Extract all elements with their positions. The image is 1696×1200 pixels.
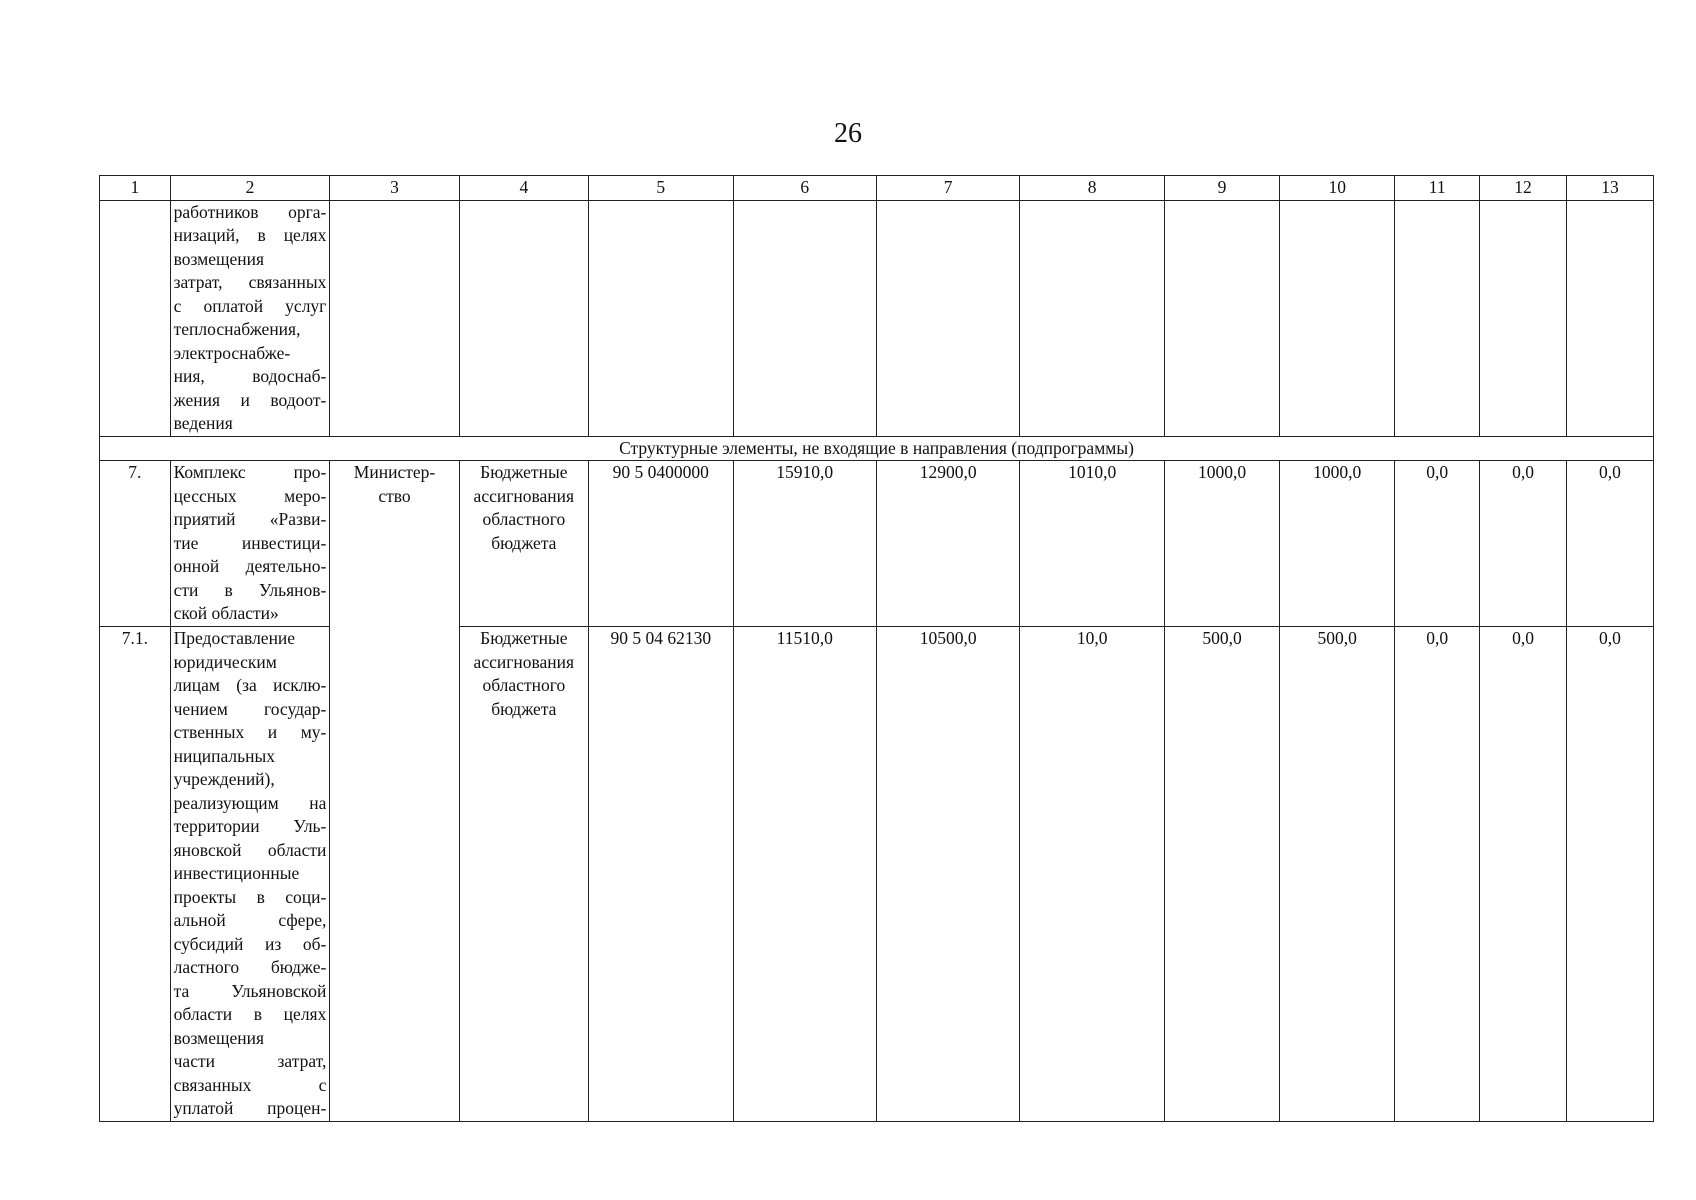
empty-cell: [1395, 200, 1480, 436]
source-line: ассигнования: [473, 485, 575, 506]
description-line: ственных и му-: [173, 722, 327, 742]
column-header: 13: [1566, 176, 1653, 201]
row-number: 7.: [100, 461, 171, 627]
value-cell: 11510,0: [733, 627, 876, 1122]
value-cell: 1000,0: [1164, 461, 1279, 627]
table-row-7: [100, 461, 1654, 627]
description-line: ской области»: [173, 603, 279, 623]
column-header: 1: [100, 176, 171, 201]
description-line: возмещения: [173, 1027, 265, 1048]
description-line: ниципальных: [173, 745, 275, 766]
description-line: работников орга-: [173, 201, 327, 222]
description-line: возмещения: [173, 248, 265, 269]
value-cell: 10,0: [1020, 627, 1165, 1122]
value-cell: 0,0: [1395, 461, 1480, 627]
value-cell: 12900,0: [876, 461, 1019, 627]
responsible-line: ство: [378, 485, 411, 506]
value-cell: 0,0: [1566, 461, 1653, 627]
description-cell: [170, 200, 330, 436]
column-header: 3: [330, 176, 459, 201]
value-cell: 10500,0: [876, 627, 1019, 1122]
budget-code: 90 5 04 62130: [588, 627, 733, 1122]
description-line: жения и водоот-: [173, 389, 327, 410]
empty-cell: [330, 200, 459, 436]
description-line: чением государ-: [173, 698, 327, 719]
description-line: низаций, в целях: [173, 225, 327, 245]
source-line: бюджета: [491, 698, 557, 719]
value-cell: 15910,0: [733, 461, 876, 627]
row-number: 7.1.: [100, 627, 171, 1122]
responsible-cell: [330, 461, 459, 1122]
value-cell: 0,0: [1480, 627, 1567, 1122]
description-line: яновской области: [173, 839, 327, 860]
column-header: 12: [1480, 176, 1567, 201]
value-cell: 500,0: [1280, 627, 1395, 1122]
empty-cell: [1164, 200, 1279, 436]
empty-cell: [1280, 200, 1395, 436]
column-header: 8: [1020, 176, 1165, 201]
column-header: 2: [170, 176, 330, 201]
value-cell: 0,0: [1566, 627, 1653, 1122]
source-line: Бюджетные: [480, 628, 568, 648]
description-line: учреждений),: [173, 769, 275, 789]
column-header: 10: [1280, 176, 1395, 201]
column-header: 9: [1164, 176, 1279, 201]
description-line: субсидий из об-: [173, 933, 327, 954]
section-heading-row: [100, 436, 1654, 461]
description-line: сти в Ульянов-: [173, 579, 327, 600]
description-line: связанных с: [173, 1074, 327, 1095]
source-line: бюджета: [491, 532, 557, 553]
empty-cell: [1566, 200, 1653, 436]
source-line: Бюджетные: [480, 462, 568, 482]
value-cell: 0,0: [1480, 461, 1567, 627]
description-line: с оплатой услуг: [173, 295, 327, 316]
section-title: Структурные элементы, не входящие в направления (подпрограммы): [100, 436, 1654, 461]
column-header: 6: [733, 176, 876, 201]
budget-code: 90 5 0400000: [588, 461, 733, 627]
description-line: электроснабже-: [173, 342, 291, 363]
description-line: тие инвестици-: [173, 532, 327, 553]
description-cell: [170, 627, 330, 1122]
empty-cell: [459, 200, 588, 436]
description-line: приятий «Разви-: [173, 509, 327, 529]
description-line: юридическим: [173, 651, 277, 672]
description-line: теплоснабжения,: [173, 319, 301, 339]
column-number-row: [100, 176, 1654, 201]
empty-cell: [876, 200, 1019, 436]
source-line: областного: [482, 675, 566, 695]
description-line: цессных меро-: [173, 485, 327, 506]
funding-source-cell: [459, 627, 588, 1122]
description-line: области в целях: [173, 1004, 327, 1024]
description-line: ведения: [173, 413, 233, 433]
column-header: 5: [588, 176, 733, 201]
description-line: инвестиционные: [173, 863, 300, 883]
empty-cell: [1020, 200, 1165, 436]
row-number-cell: [100, 200, 171, 436]
source-line: ассигнования: [473, 651, 575, 672]
column-header: 11: [1395, 176, 1480, 201]
description-line: реализующим на: [173, 792, 327, 813]
description-line: онной деятельно-: [173, 556, 327, 576]
description-cell: [170, 461, 330, 627]
responsible-line: Министер-: [353, 462, 436, 482]
value-cell: 0,0: [1395, 627, 1480, 1122]
column-header: 7: [876, 176, 1019, 201]
description-line: лицам (за исклю-: [173, 675, 327, 695]
source-line: областного: [482, 509, 566, 529]
column-header: 4: [459, 176, 588, 201]
value-cell: 500,0: [1164, 627, 1279, 1122]
description-line: та Ульяновской: [173, 980, 327, 1001]
budget-table: [99, 175, 1654, 1122]
empty-cell: [588, 200, 733, 436]
description-line: альной сфере,: [173, 910, 327, 930]
description-line: ния, водоснаб-: [173, 366, 327, 386]
value-cell: 1010,0: [1020, 461, 1165, 627]
page-number: 26: [834, 118, 862, 149]
continued-row: [100, 200, 1654, 436]
description-line: территории Уль-: [173, 816, 327, 836]
description-line: ластного бюдже-: [173, 957, 327, 977]
description-line: уплатой процен-: [173, 1098, 327, 1118]
description-line: Комплекс про-: [173, 462, 327, 482]
empty-cell: [733, 200, 876, 436]
value-cell: 1000,0: [1280, 461, 1395, 627]
empty-cell: [1480, 200, 1567, 436]
description-line: затрат, связанных: [173, 272, 327, 292]
description-line: проекты в соци-: [173, 886, 327, 907]
funding-source-cell: [459, 461, 588, 627]
description-line: Предоставление: [173, 628, 296, 648]
description-line: части затрат,: [173, 1051, 327, 1071]
